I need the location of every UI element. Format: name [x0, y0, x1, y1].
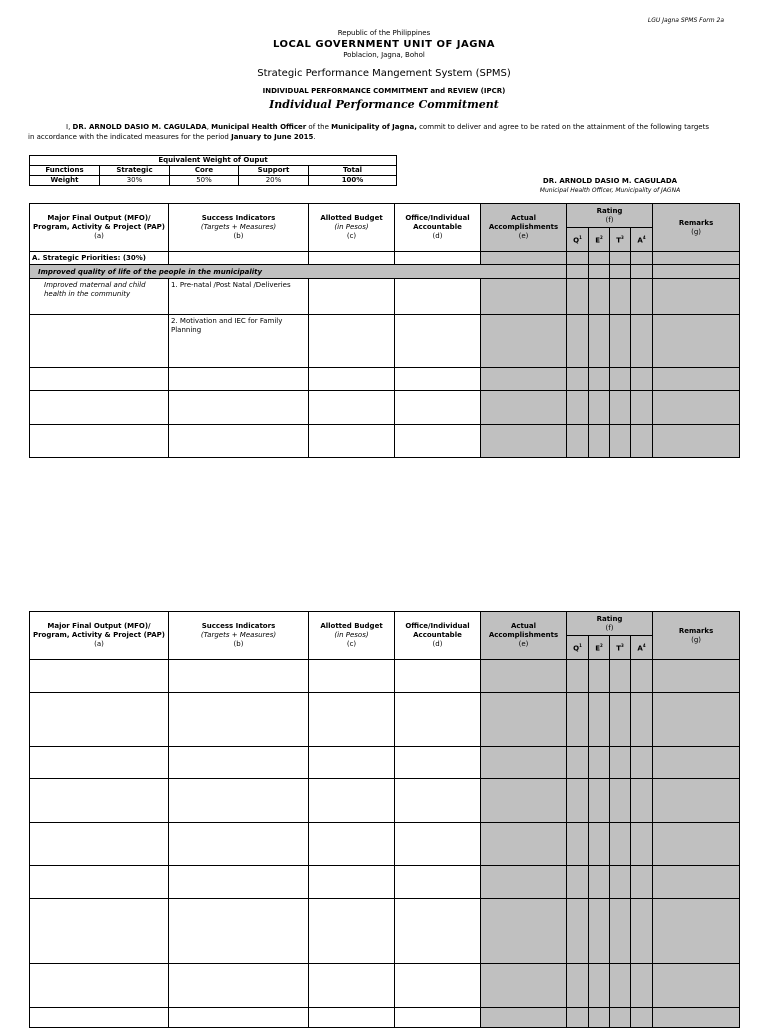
col-header-success-indicators — [169, 204, 309, 252]
empty-cell — [631, 1008, 653, 1028]
weight-support: 20% — [239, 176, 309, 186]
weight-header-strategic: Strategic — [100, 166, 170, 176]
col-code: (f) — [605, 623, 614, 632]
empty-cell — [589, 693, 610, 747]
empty-cell — [653, 779, 740, 823]
empty-cell — [309, 425, 395, 458]
empty-cell — [589, 747, 610, 779]
empty-cell — [631, 252, 653, 265]
statement-position: Municipal Health Officer — [211, 123, 307, 131]
empty-cell — [610, 425, 631, 458]
empty-cell — [567, 252, 589, 265]
empty-cell — [589, 265, 610, 279]
table-row — [30, 391, 740, 425]
empty-cell — [169, 823, 309, 866]
empty-cell — [631, 279, 653, 315]
empty-cell — [567, 747, 589, 779]
empty-cell — [30, 315, 169, 368]
empty-cell — [395, 425, 481, 458]
empty-cell — [481, 391, 567, 425]
col-header-office — [395, 204, 481, 252]
empty-cell — [30, 747, 169, 779]
col-code: (a) — [94, 232, 104, 240]
empty-cell — [395, 964, 481, 1008]
col-code: (g) — [691, 635, 701, 644]
table-row — [30, 279, 740, 315]
weight-table — [29, 155, 397, 186]
col-code: (g) — [691, 227, 701, 236]
rating-sup: 4 — [642, 235, 646, 241]
page-subtitle: Individual Performance Commitment — [269, 98, 499, 111]
col-code: (e) — [518, 640, 529, 648]
empty-cell — [589, 368, 610, 391]
empty-cell — [30, 823, 169, 866]
lgu-title: LOCAL GOVERNMENT UNIT OF JAGNA — [272, 39, 496, 50]
empty-cell — [395, 693, 481, 747]
empty-cell — [309, 391, 395, 425]
empty-cell — [653, 964, 740, 1008]
empty-cell — [610, 964, 631, 1008]
table-row — [30, 779, 740, 823]
rating-e-label: E — [595, 644, 600, 653]
empty-cell — [169, 1008, 309, 1028]
col-header-actual — [481, 204, 567, 252]
form-title: INDIVIDUAL PERFORMANCE COMMITMENT and REVIEW (IPCR) — [262, 87, 506, 95]
empty-cell — [481, 823, 567, 866]
empty-cell — [631, 391, 653, 425]
table-row — [30, 252, 740, 265]
col-header-e — [589, 228, 610, 252]
empty-cell — [589, 425, 610, 458]
statement-text: . — [313, 133, 316, 141]
col-header-si-sub: (Targets + Measures) — [200, 631, 277, 639]
ipcr-table-1 — [29, 203, 740, 458]
col-header-mfo-text: Major Final Output (MFO)/ Program, Activity & Project (PAP) — [32, 214, 166, 231]
col-header-remarks — [653, 612, 740, 660]
empty-cell — [30, 660, 169, 693]
empty-cell — [567, 693, 589, 747]
col-header-actual-text: Actual Accomplishments — [488, 214, 559, 231]
col-header-q — [567, 636, 589, 660]
empty-cell — [653, 391, 740, 425]
empty-cell — [567, 899, 589, 964]
success-indicator-cell: 2. Motivation and IEC for Family Planning — [169, 315, 309, 368]
col-header-budget-text: Allotted Budget — [320, 214, 383, 222]
empty-cell — [653, 279, 740, 315]
empty-cell — [589, 252, 610, 265]
empty-cell — [169, 899, 309, 964]
col-code: (a) — [94, 640, 104, 648]
col-code: (b) — [233, 232, 244, 240]
empty-cell — [481, 693, 567, 747]
table-row — [30, 265, 740, 279]
empty-cell — [395, 279, 481, 315]
empty-cell — [567, 368, 589, 391]
empty-cell — [589, 899, 610, 964]
empty-cell — [169, 252, 309, 265]
col-header-remarks — [653, 204, 740, 252]
table-row — [30, 660, 740, 693]
empty-cell — [653, 252, 740, 265]
empty-cell — [589, 823, 610, 866]
table-row — [30, 693, 740, 747]
goal-label: Improved quality of life of the people in the municipality — [30, 265, 567, 279]
empty-cell — [481, 279, 567, 315]
empty-cell — [481, 964, 567, 1008]
col-header-e — [589, 636, 610, 660]
empty-cell — [567, 964, 589, 1008]
col-header-budget-text: Allotted Budget — [320, 622, 383, 630]
col-code: (e) — [518, 232, 529, 240]
empty-cell — [653, 693, 740, 747]
table-row — [30, 866, 740, 899]
signatory-name: DR. ARNOLD DASIO M. CAGULADA — [542, 177, 678, 185]
rating-a-label: A — [637, 644, 643, 653]
empty-cell — [653, 425, 740, 458]
empty-cell — [589, 964, 610, 1008]
empty-cell — [30, 425, 169, 458]
empty-cell — [567, 866, 589, 899]
empty-cell — [169, 747, 309, 779]
col-header-mfo — [30, 204, 169, 252]
statement-period: January to June 2015 — [231, 133, 314, 141]
col-header-budget — [309, 612, 395, 660]
table-row — [30, 747, 740, 779]
empty-cell — [610, 391, 631, 425]
empty-cell — [309, 693, 395, 747]
empty-cell — [395, 368, 481, 391]
statement-text: of the — [306, 123, 332, 131]
table-row — [30, 1008, 740, 1028]
col-header-office-text: Office/Individual Accountable — [405, 622, 470, 639]
empty-cell — [567, 315, 589, 368]
empty-cell — [395, 779, 481, 823]
col-header-remarks-text: Remarks — [678, 626, 714, 635]
empty-cell — [395, 660, 481, 693]
system-title: Strategic Performance Mangement System (SPMS) — [257, 68, 511, 79]
empty-cell — [610, 252, 631, 265]
col-header-success-indicators — [169, 612, 309, 660]
col-header-office — [395, 612, 481, 660]
empty-cell — [653, 866, 740, 899]
empty-cell — [610, 1008, 631, 1028]
empty-cell — [395, 1008, 481, 1028]
empty-cell — [589, 391, 610, 425]
empty-cell — [653, 1008, 740, 1028]
empty-cell — [309, 823, 395, 866]
col-header-a — [631, 228, 653, 252]
rating-sup: 2 — [600, 235, 603, 241]
empty-cell — [610, 315, 631, 368]
table-row — [30, 964, 740, 1008]
empty-cell — [481, 368, 567, 391]
rating-q-label: Q — [573, 644, 580, 653]
mfo-cell: Improved maternal and child health in the community — [30, 279, 169, 315]
empty-cell — [30, 899, 169, 964]
col-header-office-text: Office/Individual Accountable — [405, 214, 470, 231]
empty-cell — [567, 279, 589, 315]
empty-cell — [309, 899, 395, 964]
empty-cell — [631, 866, 653, 899]
statement-municipality: Municipality of Jagna, — [331, 123, 417, 131]
empty-cell — [481, 779, 567, 823]
weight-header-support: Support — [239, 166, 309, 176]
success-indicator-cell: 1. Pre-natal /Post Natal /Deliveries — [169, 279, 309, 315]
col-header-mfo — [30, 612, 169, 660]
empty-cell — [309, 747, 395, 779]
col-header-actual-text: Actual Accomplishments — [488, 622, 559, 639]
empty-cell — [169, 964, 309, 1008]
ipcr-table-2 — [29, 611, 740, 1028]
table-row — [30, 315, 740, 368]
empty-cell — [30, 1008, 169, 1028]
col-code: (f) — [605, 215, 614, 224]
empty-cell — [309, 1008, 395, 1028]
empty-cell — [481, 747, 567, 779]
empty-cell — [309, 866, 395, 899]
col-header-actual — [481, 612, 567, 660]
empty-cell — [631, 779, 653, 823]
empty-cell — [631, 899, 653, 964]
empty-cell — [631, 660, 653, 693]
weight-core: 50% — [170, 176, 239, 186]
weight-total: 100% — [309, 176, 397, 186]
rating-e-label: E — [595, 236, 600, 245]
empty-cell — [481, 252, 567, 265]
empty-cell — [481, 866, 567, 899]
table-row — [30, 899, 740, 964]
empty-cell — [567, 1008, 589, 1028]
statement-text: commit to deliver and agree to be rated on the attainment of the following targets — [416, 123, 709, 131]
col-header-budget — [309, 204, 395, 252]
col-header-rating — [567, 204, 653, 228]
signatory-title: Municipal Health Officer, Municipality of JAGNA — [539, 187, 681, 194]
col-code: (d) — [432, 232, 443, 240]
empty-cell — [653, 265, 740, 279]
empty-cell — [631, 368, 653, 391]
empty-cell — [653, 747, 740, 779]
statement-name: DR. ARNOLD DASIO M. CAGULADA — [72, 123, 207, 131]
empty-cell — [30, 368, 169, 391]
col-header-mfo-text: Major Final Output (MFO)/ Program, Activity & Project (PAP) — [32, 622, 166, 639]
rating-sup: 1 — [579, 643, 582, 649]
empty-cell — [653, 660, 740, 693]
empty-cell — [30, 693, 169, 747]
empty-cell — [395, 252, 481, 265]
rating-t-label: T — [616, 236, 621, 245]
statement-text: , — [206, 123, 212, 131]
weight-table-title: Equivalent Weight of Ouput — [30, 156, 397, 166]
empty-cell — [610, 660, 631, 693]
empty-cell — [169, 391, 309, 425]
empty-cell — [631, 425, 653, 458]
empty-cell — [631, 747, 653, 779]
empty-cell — [631, 693, 653, 747]
empty-cell — [567, 779, 589, 823]
col-header-budget-sub: (in Pesos) — [334, 631, 369, 639]
col-header-si-text: Success Indicators — [201, 622, 276, 630]
rating-sup: 3 — [620, 235, 624, 241]
empty-cell — [567, 265, 589, 279]
empty-cell — [169, 779, 309, 823]
col-code: (c) — [346, 232, 357, 240]
empty-cell — [589, 315, 610, 368]
rating-sup: 1 — [579, 235, 582, 241]
empty-cell — [169, 368, 309, 391]
col-header-a — [631, 636, 653, 660]
empty-cell — [30, 866, 169, 899]
empty-cell — [309, 368, 395, 391]
empty-cell — [309, 779, 395, 823]
empty-cell — [610, 866, 631, 899]
col-code: (b) — [233, 640, 244, 648]
empty-cell — [567, 823, 589, 866]
empty-cell — [169, 425, 309, 458]
empty-cell — [589, 866, 610, 899]
empty-cell — [395, 315, 481, 368]
rating-sup: 4 — [642, 643, 646, 649]
empty-cell — [395, 391, 481, 425]
col-code: (d) — [432, 640, 443, 648]
empty-cell — [481, 425, 567, 458]
empty-cell — [653, 315, 740, 368]
col-header-q — [567, 228, 589, 252]
table-row — [30, 823, 740, 866]
statement-text: in accordance with the indicated measures for the period — [28, 133, 232, 141]
empty-cell — [309, 279, 395, 315]
empty-cell — [481, 315, 567, 368]
empty-cell — [610, 779, 631, 823]
empty-cell — [567, 391, 589, 425]
empty-cell — [631, 823, 653, 866]
rating-a-label: A — [637, 236, 643, 245]
col-header-t — [610, 636, 631, 660]
rating-q-label: Q — [573, 236, 580, 245]
empty-cell — [309, 660, 395, 693]
col-header-budget-sub: (in Pesos) — [334, 223, 369, 231]
empty-cell — [610, 899, 631, 964]
empty-cell — [30, 779, 169, 823]
section-label: A. Strategic Priorities: (30%) — [30, 252, 169, 265]
empty-cell — [610, 368, 631, 391]
empty-cell — [481, 1008, 567, 1028]
empty-cell — [610, 823, 631, 866]
empty-cell — [631, 964, 653, 1008]
commitment-statement — [28, 122, 740, 142]
empty-cell — [567, 660, 589, 693]
empty-cell — [567, 425, 589, 458]
col-header-si-text: Success Indicators — [201, 214, 276, 222]
empty-cell — [309, 964, 395, 1008]
col-header-t — [610, 228, 631, 252]
empty-cell — [30, 391, 169, 425]
empty-cell — [589, 779, 610, 823]
empty-cell — [30, 964, 169, 1008]
empty-cell — [481, 899, 567, 964]
form-code: LGU Jagna SPMS Form 2a — [647, 17, 724, 24]
empty-cell — [653, 368, 740, 391]
statement-text: I, — [66, 123, 73, 131]
col-code: (c) — [346, 640, 357, 648]
empty-cell — [395, 866, 481, 899]
republic-label: Republic of the Philippines — [337, 29, 431, 37]
col-header-rating-text: Rating — [596, 206, 623, 215]
table-row — [30, 368, 740, 391]
empty-cell — [169, 866, 309, 899]
empty-cell — [169, 693, 309, 747]
empty-cell — [589, 279, 610, 315]
empty-cell — [169, 660, 309, 693]
rating-sup: 3 — [620, 643, 624, 649]
col-header-remarks-text: Remarks — [678, 218, 714, 227]
col-header-rating — [567, 612, 653, 636]
rating-t-label: T — [616, 644, 621, 653]
empty-cell — [589, 660, 610, 693]
empty-cell — [631, 265, 653, 279]
col-header-si-sub: (Targets + Measures) — [200, 223, 277, 231]
empty-cell — [309, 252, 395, 265]
empty-cell — [610, 747, 631, 779]
empty-cell — [589, 1008, 610, 1028]
empty-cell — [631, 315, 653, 368]
empty-cell — [610, 279, 631, 315]
empty-cell — [309, 315, 395, 368]
table-row — [30, 425, 740, 458]
empty-cell — [610, 265, 631, 279]
weight-strategic: 30% — [100, 176, 170, 186]
empty-cell — [610, 693, 631, 747]
weight-header-total: Total — [309, 166, 397, 176]
weight-header-functions: Functions — [30, 166, 100, 176]
col-header-rating-text: Rating — [596, 614, 623, 623]
empty-cell — [653, 899, 740, 964]
address-label: Poblacion, Jagna, Bohol — [343, 51, 425, 59]
rating-sup: 2 — [600, 643, 603, 649]
empty-cell — [481, 660, 567, 693]
empty-cell — [653, 823, 740, 866]
weight-label: Weight — [30, 176, 100, 186]
empty-cell — [395, 823, 481, 866]
empty-cell — [395, 747, 481, 779]
weight-header-core: Core — [170, 166, 239, 176]
empty-cell — [395, 899, 481, 964]
